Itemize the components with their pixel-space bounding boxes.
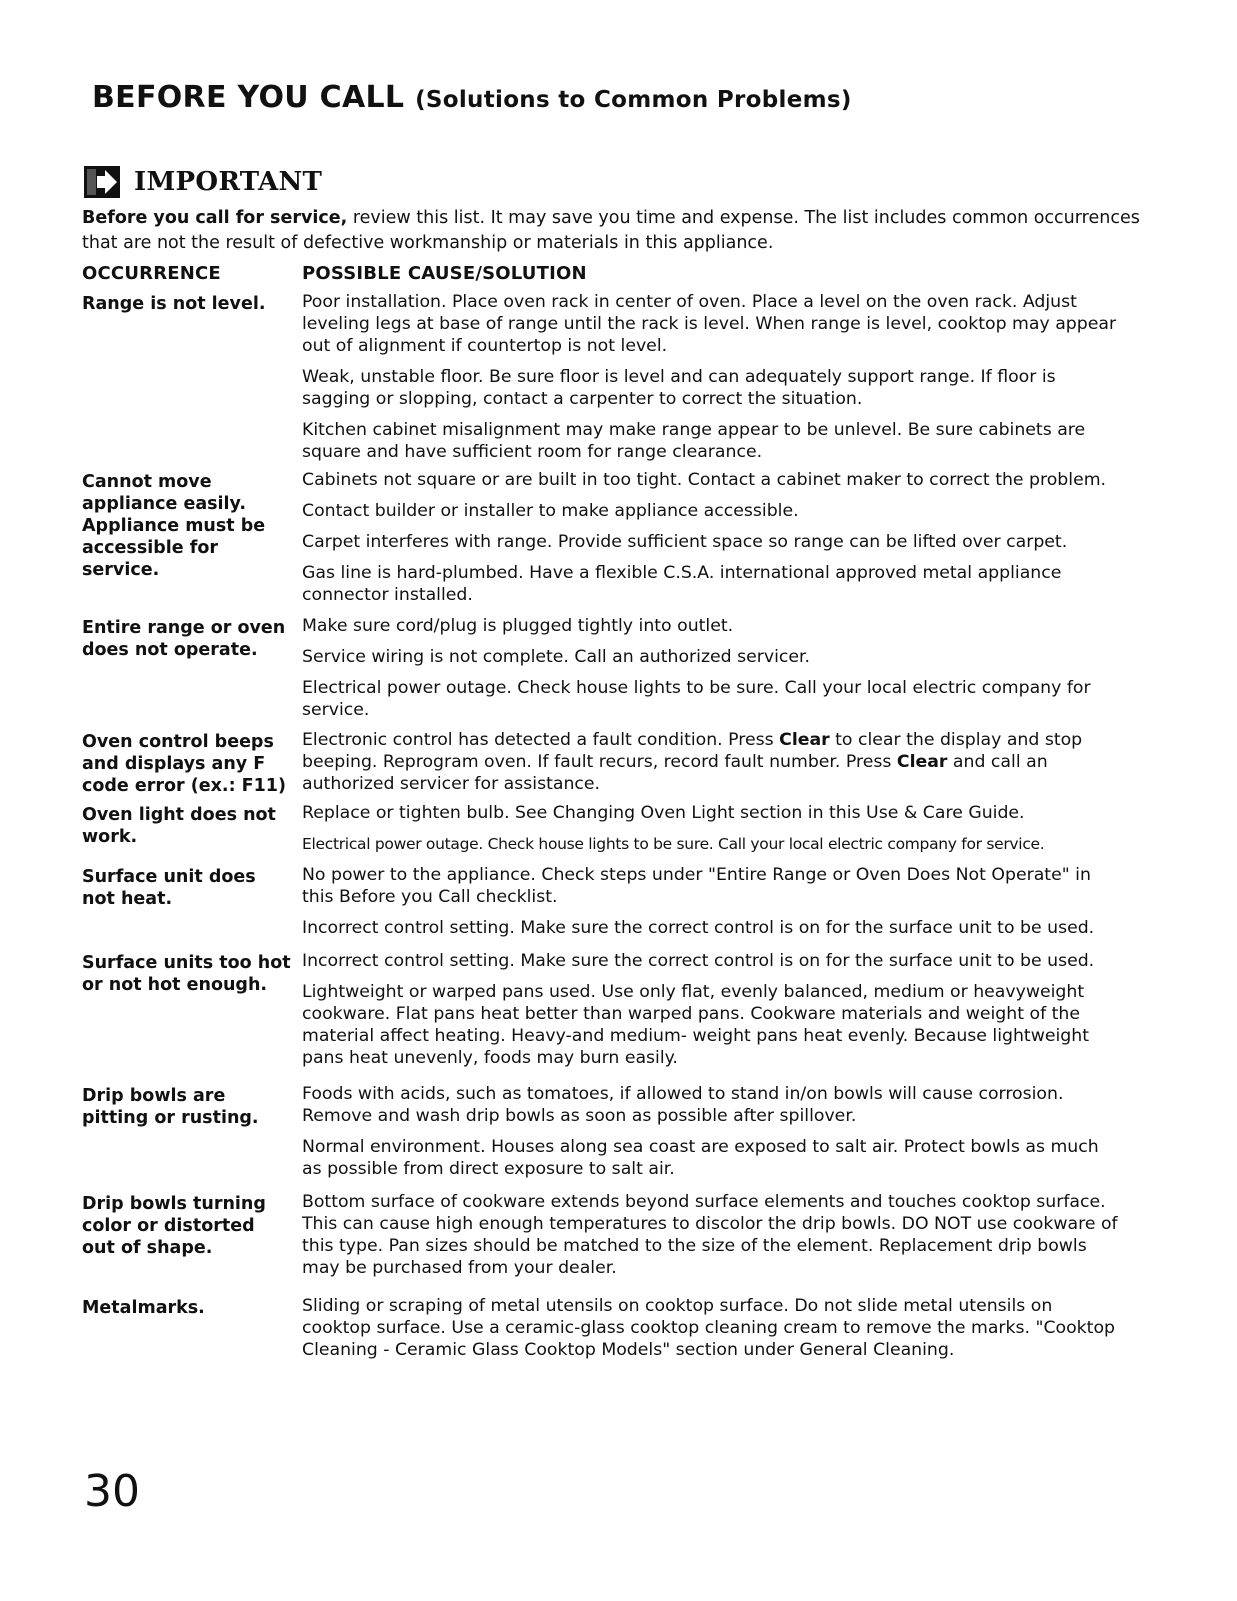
table-row [0, 615, 1237, 729]
solution-item: Make sure cord/plug is plugged tightly into outlet. [302, 616, 734, 636]
important-heading [84, 165, 322, 199]
solution-text: Electronic control has detected a fault condition. Press [302, 730, 780, 750]
occurrence-cell: Drip bowls are pitting or rusting. [82, 1086, 259, 1128]
occurrence-cell: Oven light does not work. [82, 805, 276, 847]
page-title-main: BEFORE YOU CALL [92, 80, 405, 115]
occurrence-cell: Entire range or oven does not operate. [82, 618, 286, 660]
solution-text: to clear the display and stop beeping. Reprogram oven. If fault recurs, record fault number. Press [302, 730, 1083, 772]
solution-cell [302, 950, 1122, 1078]
solution-item: Incorrect control setting. Make sure the correct control is on for the surface unit to be used. [302, 951, 1095, 971]
occurrence-cell: Oven control beeps and displays any F code error (ex.: F11) [82, 732, 286, 796]
solution-item: Cabinets not square or are built in too tight. Contact a cabinet maker to correct the problem. [302, 470, 1107, 490]
occurrence-cell: Surface units too hot or not hot enough. [82, 953, 291, 995]
occurrence-cell: Cannot move appliance easily. Appliance must be accessible for service. [82, 472, 266, 580]
solution-item: Sliding or scraping of metal utensils on cooktop surface. Do not slide metal utensils on cooktop surface. Use a ceramic-glass cooktop cleaning cream to remove the marks. "Cooktop Cleaning - Ceramic Glass Cooktop Models" section under General Cleaning. [302, 1296, 1116, 1360]
arrow-box-icon [84, 166, 120, 198]
solution-cell [302, 1295, 1122, 1370]
solution-cell [302, 864, 1122, 948]
solution-item: Normal environment. Houses along sea coast are exposed to salt air. Protect bowls as much as possible from direct exposure to salt air. [302, 1137, 1099, 1179]
column-header-occurrence: OCCURRENCE [82, 263, 221, 284]
intro-bold: Before you call for service, [82, 208, 348, 228]
solution-cell [302, 291, 1122, 472]
column-header-solution: POSSIBLE CAUSE/SOLUTION [302, 263, 587, 284]
intro-text: review this list. It may save you time and expense. The list includes common occurrences that are not the result of defective workmanship or materials in this appliance. [82, 208, 1140, 253]
solution-cell [302, 615, 1122, 730]
table-row [0, 729, 1237, 802]
solution-item: Carpet interferes with range. Provide sufficient space so range can be lifted over carpet. [302, 532, 1068, 552]
table-row [0, 864, 1237, 950]
table-row [0, 1083, 1237, 1191]
clear-keyword: Clear [779, 730, 830, 750]
solution-cell [302, 1191, 1122, 1288]
table-row [0, 950, 1237, 1083]
table-row [0, 291, 1237, 469]
solution-item: Weak, unstable floor. Be sure floor is level and can adequately support range. If floor is sagging or slopping, contact a carpenter to correct the situation. [302, 367, 1056, 409]
clear-keyword: Clear [896, 752, 948, 772]
table-row [0, 1295, 1237, 1375]
solution-item: Foods with acids, such as tomatoes, if allowed to stand in/on bowls will cause corrosion. Remove and wash drip bowls as soon as possible after spillover. [302, 1084, 1064, 1126]
solution-cell [302, 469, 1122, 615]
page-title-sub: (Solutions to Common Problems) [415, 87, 852, 113]
solution-item: Electrical power outage. Check house lights to be sure. Call your local electric company for service. [302, 678, 1091, 720]
solution-item: Gas line is hard-plumbed. Have a flexible C.S.A. international approved metal appliance connector installed. [302, 563, 1062, 605]
solution-item: Incorrect control setting. Make sure the correct control is on for the surface unit to be used. [302, 918, 1095, 938]
table-row [0, 469, 1237, 615]
table-row [0, 802, 1237, 864]
solution-cell [302, 1083, 1122, 1189]
occurrence-cell: Surface unit does not heat. [82, 867, 256, 909]
intro-paragraph [82, 206, 1162, 256]
solution-item: Contact builder or installer to make appliance accessible. [302, 501, 799, 521]
solution-item: Lightweight or warped pans used. Use only flat, evenly balanced, medium or heavyweight cookware. Flat pans heat better than warped pans. Cookware materials and weight of the material affect heating. Heavy-and medium- weight pans heat evenly. Because lightweight pans heat unevenly, foods may burn easily. [302, 982, 1089, 1068]
solution-item: Electrical power outage. Check house lights to be sure. Call your local electric company for service. [302, 835, 1045, 853]
solution-item: Replace or tighten bulb. See Changing Oven Light section in this Use & Care Guide. [302, 803, 1025, 823]
solution-cell [302, 802, 1122, 864]
troubleshooting-table [0, 291, 1237, 1375]
table-row [0, 1191, 1237, 1295]
occurrence-cell: Metalmarks. [82, 1298, 205, 1318]
solution-cell [302, 729, 1122, 804]
page-number: 30 [84, 1466, 140, 1517]
solution-item: Bottom surface of cookware extends beyond surface elements and touches cooktop surface. This can cause high enough temperatures to discolor the drip bowls. DO NOT use cookware of this type. Pan sizes should be matched to the size of the element. Replacement drip bowls may be purchased from your dealer. [302, 1192, 1118, 1278]
solution-item [302, 729, 1122, 795]
solution-item: No power to the appliance. Check steps under "Entire Range or Oven Does Not Operate" in this Before you Call checklist. [302, 865, 1091, 907]
occurrence-cell: Drip bowls turning color or distorted out of shape. [82, 1194, 266, 1258]
solution-item: Kitchen cabinet misalignment may make range appear to be unlevel. Be sure cabinets are square and have sufficient room for range clearance. [302, 420, 1086, 462]
page-title [92, 80, 852, 115]
occurrence-cell: Range is not level. [82, 294, 266, 314]
solution-item: Service wiring is not complete. Call an authorized servicer. [302, 647, 811, 667]
important-label: IMPORTANT [134, 167, 323, 197]
solution-text: and call an authorized servicer for assistance. [302, 752, 1048, 794]
solution-item: Poor installation. Place oven rack in center of oven. Place a level on the oven rack. Adjust leveling legs at base of range until the rack is level. When range is level, cooktop may appear out of alignment if countertop is not level. [302, 292, 1117, 356]
